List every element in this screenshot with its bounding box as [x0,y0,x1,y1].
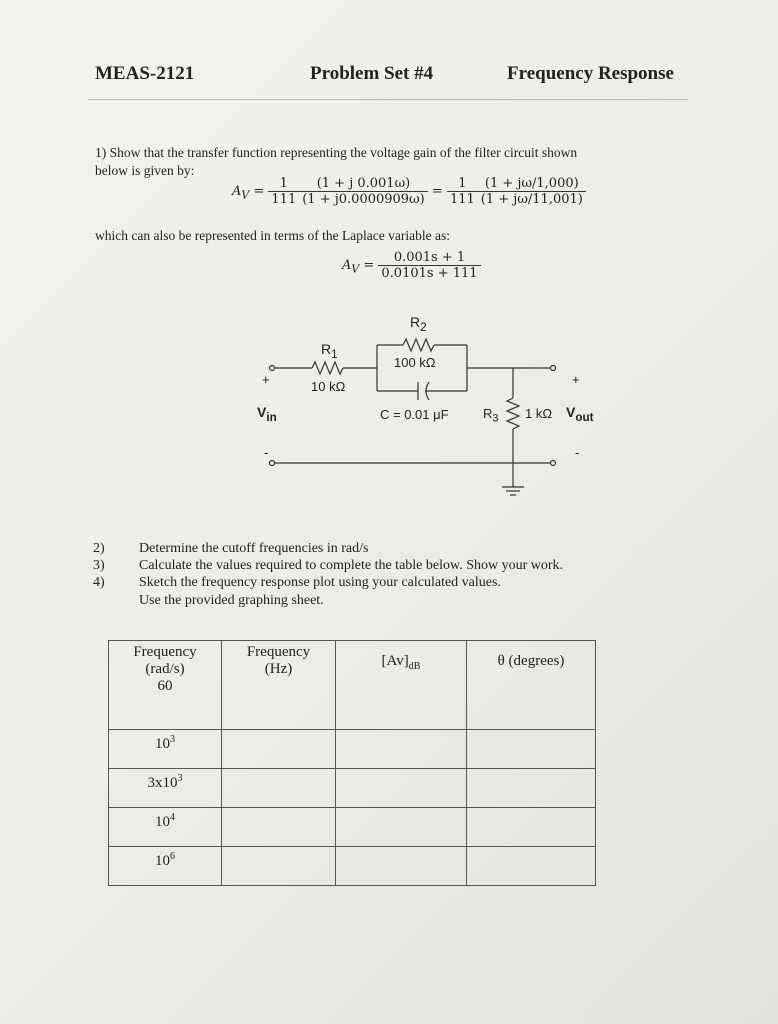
fraction-omega-ratio: $\frac{(1 + j 0.001\omega)}{(1 + j0.0000909\omega)}$ [299,176,428,207]
vout-top-terminal [551,366,556,371]
fraction-1-over-111-b: $\frac{1}{111}$ [447,176,478,207]
vout-bottom-terminal [551,461,556,466]
r1-label: $R_1$ [321,341,338,361]
laplace-numerator: 0.001s + 1 [378,250,480,266]
vin-bottom-terminal [270,461,275,466]
header-freq-hz: Frequency (Hz) [222,641,336,730]
r2-label: $R_2$ [410,314,427,334]
fraction-1-over-111: $\frac{1}{111}$ [268,176,299,207]
laplace-denominator: 0.0101s + 111 [381,266,478,281]
table-row [109,769,596,808]
table-cell-hz[interactable] [222,730,336,769]
problem1-line1: 1) Show that the transfer function representing the voltage gain of the filter circuit shown [95,145,578,160]
header-phase-degrees: θ (degrees) [467,641,596,730]
table-row-2-freq: $3x10^3$ [109,769,222,808]
vout-label: $V_{out}$ [566,404,594,424]
table-row [109,808,596,847]
table-row-4-freq: $10^6$ [109,847,222,886]
table-cell-hz[interactable] [222,847,336,886]
vin-top-terminal [270,366,275,371]
table-cell-db[interactable] [336,808,467,847]
equals-sign: = [253,184,265,199]
task-number-2: 2) [93,541,105,556]
r2-value: 100 kΩ [394,355,436,370]
table-cell-hz[interactable] [222,769,336,808]
laplace-intro-text: which can also be represented in terms of the Laplace variable as: [95,228,450,243]
table-cell-deg[interactable] [467,769,596,808]
header-gain-db: $[Av]_{dB}$ [336,641,467,730]
av-symbol: $A_V$ [232,184,250,202]
table-cell-deg[interactable] [467,730,596,769]
task-text-4: Sketch the frequency response plot using your calculated values. [139,575,501,590]
task-text-3: Calculate the values required to complete the table below. Show your work. [139,558,564,573]
vin-minus-sign: - [264,445,269,460]
table-cell-db[interactable] [336,847,467,886]
header-freq-rad: Frequency (rad/s) 60 [109,641,222,730]
vin-plus-sign: + [262,372,270,387]
r3-value: 1 kΩ [525,406,553,421]
laplace-equation: $A_V$ = $\frac{0.001s + 1}{0.0101s + 111}$ [342,250,481,281]
course-code: MEAS-2121 [95,63,195,84]
task-text-graphing: Use the provided graphing sheet. [139,593,324,608]
r2-resistor-symbol [403,339,434,351]
r3-label: $R_3$ [483,406,499,425]
table-row-1-freq: $10^3$ [109,730,222,769]
table-cell-hz[interactable] [222,808,336,847]
r1-value: 10 kΩ [311,379,346,394]
vin-label: $V_{in}$ [257,404,277,424]
r1-resistor-symbol [312,362,343,374]
table-row [109,847,596,886]
task-number-3: 3) [93,558,105,573]
vout-minus-sign: - [575,445,580,460]
frequency-response-table [108,640,596,886]
table-cell-deg[interactable] [467,847,596,886]
capacitor-label: C = 0.01 μF [380,407,449,422]
fraction-break-frequencies: $\frac{(1 + j\omega/1,000)}{(1 + j\omega/11,001)}$ [478,176,586,207]
table-cell-deg[interactable] [467,808,596,847]
table-cell-db[interactable] [336,769,467,808]
topic-title: Frequency Response [507,63,674,84]
r3-resistor-symbol [507,398,519,429]
equals-sign-2: = [431,184,443,199]
table-cell-db[interactable] [336,730,467,769]
table-row-3-freq: $10^4$ [109,808,222,847]
table-row-0-freq: 60 [157,678,173,694]
task-number-4: 4) [93,575,105,590]
task-text-2: Determine the cutoff frequencies in rad/s [139,541,369,556]
problem1-line2: below is given by: [95,163,195,178]
table-row [109,730,596,769]
vout-plus-sign: + [572,372,580,387]
problem-set-title: Problem Set #4 [310,63,434,84]
